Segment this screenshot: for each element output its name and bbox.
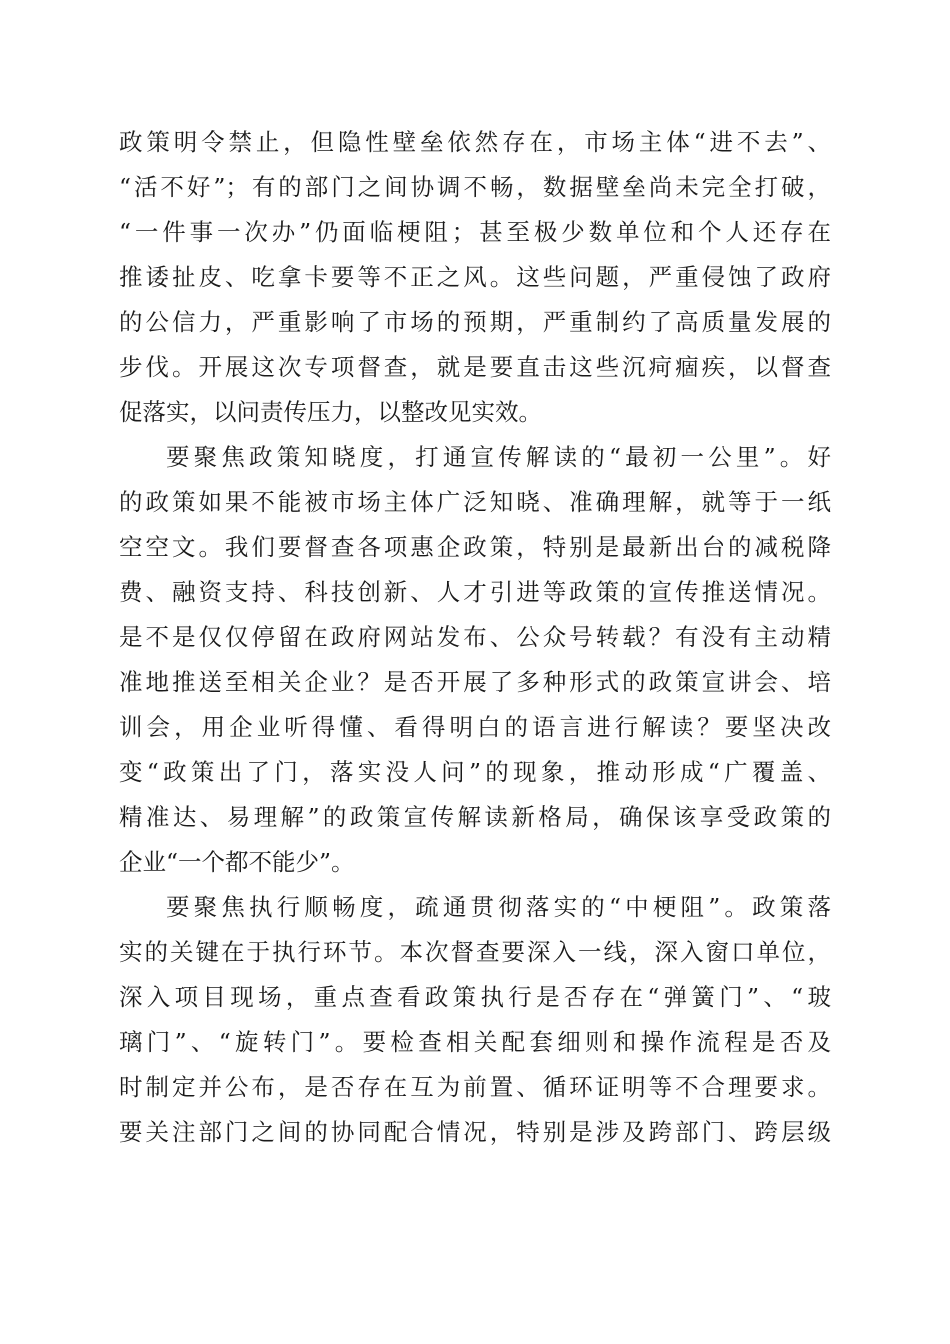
text-line: 深入项目现场，重点查看政策执行是否存在“弹簧门”、“玻: [119, 983, 831, 1011]
text-line: 企业“一个都不能少”。: [119, 848, 355, 876]
text-line: 要聚焦政策知晓度，打通宣传解读的“最初一公里”。好: [166, 443, 831, 471]
text-line: 空空文。我们要督查各项惠企政策，特别是最新出台的减税降: [119, 533, 831, 561]
text-line: 要关注部门之间的协同配合情况，特别是涉及跨部门、跨层级: [119, 1118, 831, 1146]
text-line: 步伐。开展这次专项督查，就是要直击这些沉疴痼疾，以督查: [119, 353, 831, 381]
text-line: “活不好”；有的部门之间协调不畅，数据壁垒尚未完全打破，: [119, 173, 831, 201]
text-line: 时制定并公布，是否存在互为前置、循环证明等不合理要求。: [119, 1073, 831, 1101]
document-body: [119, 120, 831, 1155]
text-line: “一件事一次办”仍面临梗阻；甚至极少数单位和个人还存在: [119, 218, 831, 246]
paragraph-1: [119, 120, 831, 435]
text-line: 精准达、易理解”的政策宣传解读新格局，确保该享受政策的: [119, 803, 831, 831]
text-line: 政策明令禁止，但隐性壁垒依然存在，市场主体“进不去”、: [119, 128, 831, 156]
text-line: 的公信力，严重影响了市场的预期，严重制约了高质量发展的: [119, 308, 831, 336]
text-line: 促落实，以问责传压力，以整改见实效。: [119, 398, 542, 426]
text-line: 训会，用企业听得懂、看得明白的语言进行解读？要坚决改: [119, 713, 831, 741]
text-line: 推诿扯皮、吃拿卡要等不正之风。这些问题，严重侵蚀了政府: [119, 263, 831, 291]
text-line: 准地推送至相关企业？是否开展了多种形式的政策宣讲会、培: [119, 668, 831, 696]
text-line: 璃门”、“旋转门”。要检查相关配套细则和操作流程是否及: [119, 1028, 831, 1056]
paragraph-2: [119, 435, 831, 885]
text-line: 要聚焦执行顺畅度，疏通贯彻落实的“中梗阻”。政策落: [166, 893, 831, 921]
text-line: 变“政策出了门，落实没人问”的现象，推动形成“广覆盖、: [119, 758, 831, 786]
text-line: 实的关键在于执行环节。本次督查要深入一线，深入窗口单位，: [119, 938, 831, 966]
text-line: 费、融资支持、科技创新、人才引进等政策的宣传推送情况。: [119, 578, 831, 606]
text-line: 的政策如果不能被市场主体广泛知晓、准确理解，就等于一纸: [119, 488, 831, 516]
paragraph-3: [119, 885, 831, 1155]
text-line: 是不是仅仅停留在政府网站发布、公众号转载？有没有主动精: [119, 623, 831, 651]
